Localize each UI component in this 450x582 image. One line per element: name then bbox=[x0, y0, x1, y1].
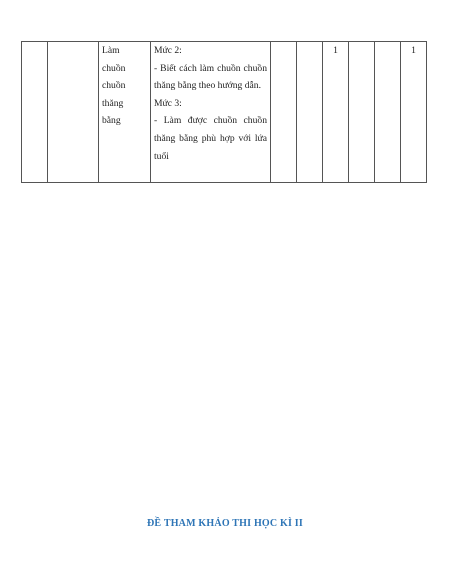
table-row bbox=[22, 42, 427, 183]
topic-line: Làm bbox=[102, 45, 120, 56]
description-cell bbox=[151, 42, 271, 183]
level-label: Mức 3: bbox=[154, 97, 182, 109]
topic-cell bbox=[99, 42, 151, 183]
topic-line: thăng bbox=[102, 97, 124, 109]
empty-cell bbox=[22, 42, 48, 183]
count-cell bbox=[297, 42, 323, 183]
level-description: - Làm được chuồn chuồn thăng bằng phù hợp với lứa tuổi bbox=[154, 115, 267, 162]
count-cell bbox=[349, 42, 375, 183]
level-description: - Biết cách làm chuồn chuồn thăng bằng theo hướng dẫn. bbox=[154, 62, 267, 92]
topic-line: chuồn bbox=[102, 80, 126, 92]
assessment-matrix-table bbox=[21, 41, 427, 183]
count-cell: 1 bbox=[401, 42, 427, 183]
empty-cell bbox=[48, 42, 99, 183]
count-cell: 1 bbox=[323, 42, 349, 183]
count-cell bbox=[375, 42, 401, 183]
level-label: Mức 2: bbox=[154, 45, 182, 56]
count-cell bbox=[271, 42, 297, 183]
topic-line: chuồn bbox=[102, 62, 126, 74]
topic-line: bằng bbox=[102, 115, 121, 127]
document-heading: ĐỀ THAM KHẢO THI HỌC KÌ II bbox=[147, 518, 303, 529]
